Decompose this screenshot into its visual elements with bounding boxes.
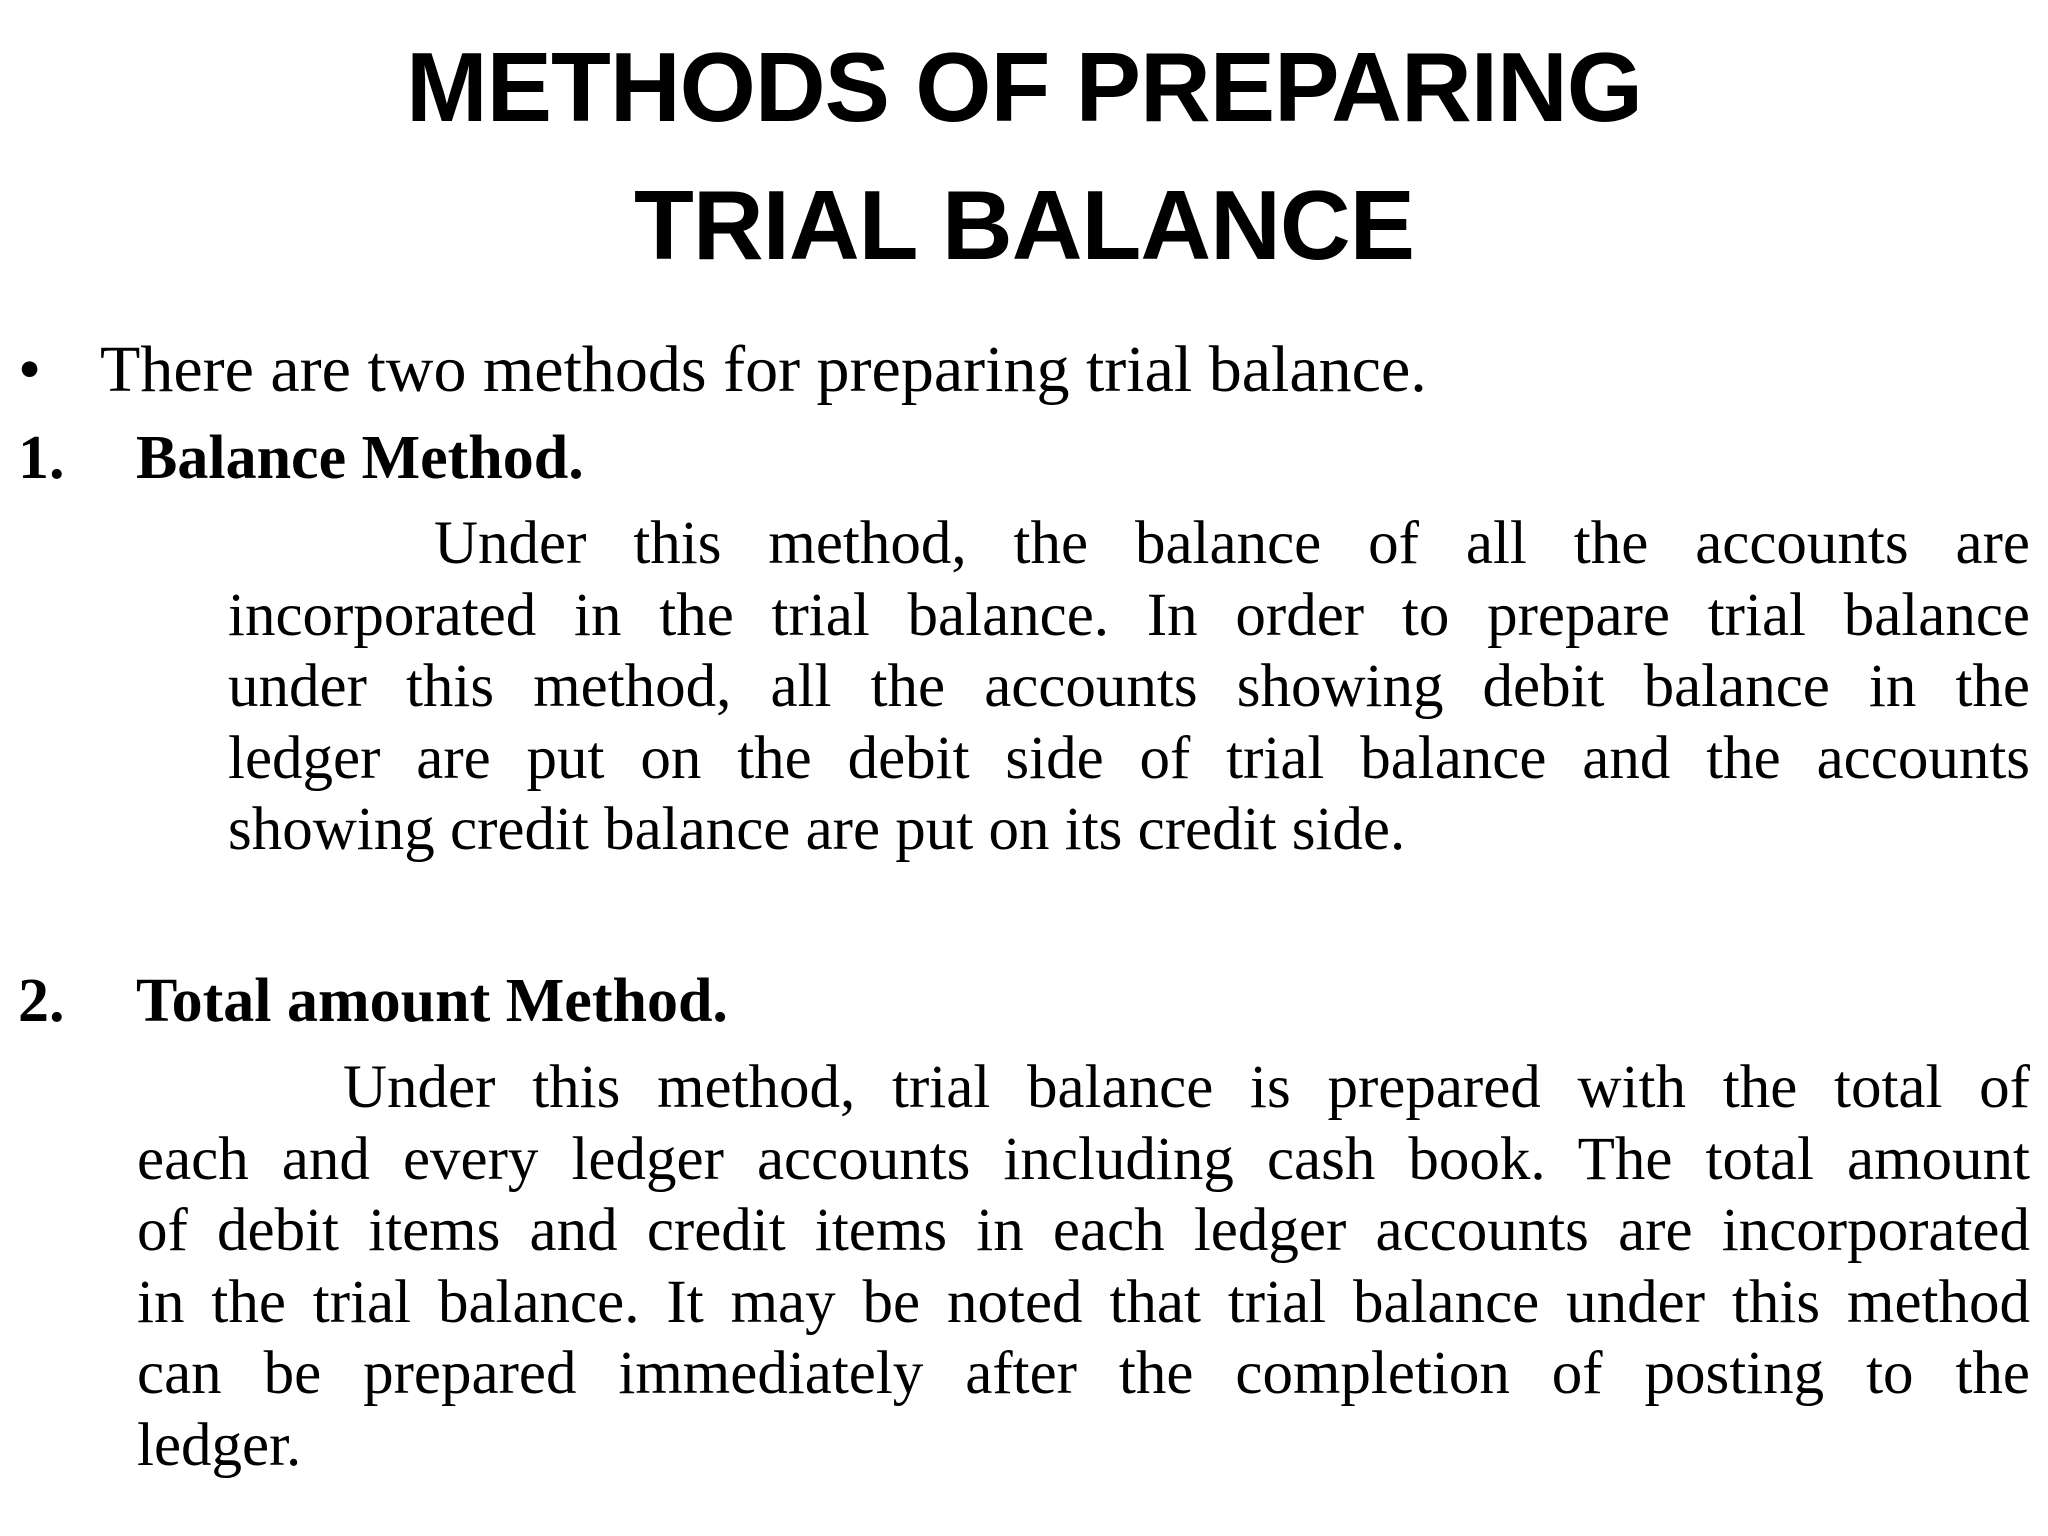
method-2-line-6: ledger.: [137, 1411, 302, 1479]
method-2-heading: [18, 963, 728, 1039]
method-1-title: Balance Method.: [136, 424, 584, 492]
method-2-line-2: each and every ledger accounts including cash book. The total amount: [137, 1125, 2030, 1193]
method-2-line-1: Under this method, trial balance is prepared with the total of: [343, 1054, 2030, 1121]
intro-text: There are two methods for preparing trial balance.: [100, 333, 1427, 406]
method-1-heading: [18, 420, 584, 496]
title-line-1: METHODS OF PREPARING: [406, 32, 1642, 142]
method-1-line-4: ledger are put on the debit side of trial balance and the accounts: [228, 724, 2030, 792]
slide-title: [0, 18, 2048, 294]
method-2-description: [137, 1052, 2030, 1481]
method-2-number: 2.: [18, 967, 65, 1035]
method-2-line-4: in the trial balance. It may be noted that trial balance under this method: [137, 1268, 2030, 1336]
method-1-line-2: incorporated in the trial balance. In order to prepare trial balance: [228, 581, 2030, 649]
method-1-line-5: showing credit balance are put on its credit side.: [228, 796, 1406, 863]
method-1-number: 1.: [18, 424, 65, 492]
method-1-line-1: Under this method, the balance of all the accounts are: [434, 510, 2030, 577]
method-2-title: Total amount Method.: [136, 967, 728, 1035]
method-2-line-3: of debit items and credit items in each ledger accounts are incorporated: [137, 1197, 2030, 1264]
bullet-marker: •: [18, 333, 42, 406]
method-2-line-5: can be prepared immediately after the completion of posting to the: [137, 1340, 2030, 1407]
method-1-line-3: under this method, all the accounts showing debit balance in the: [228, 653, 2030, 720]
title-line-2: TRIAL BALANCE: [633, 170, 1415, 280]
intro-bullet: [18, 330, 1427, 410]
method-1-description: [228, 508, 2030, 866]
